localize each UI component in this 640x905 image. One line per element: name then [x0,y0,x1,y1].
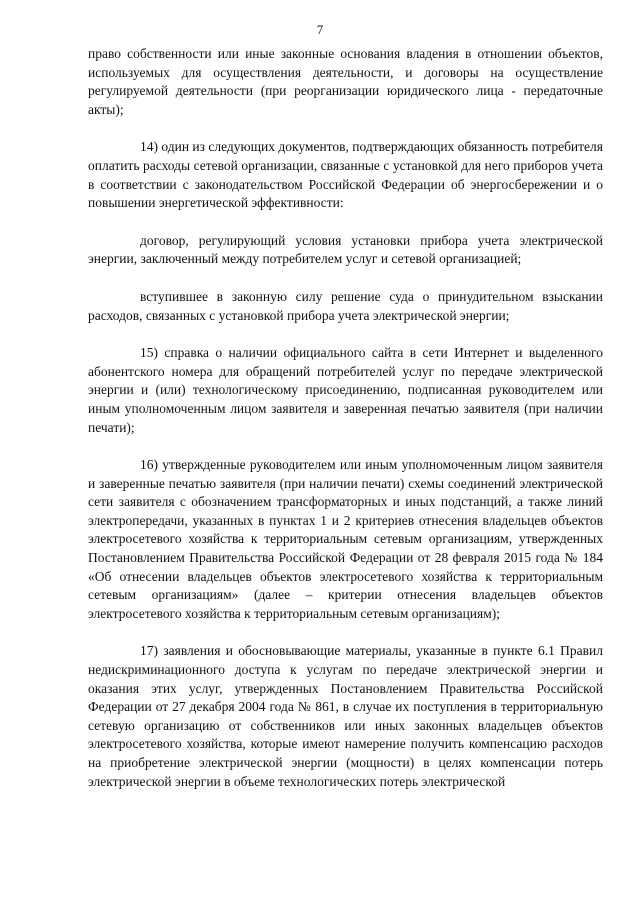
paragraph-item-15: 15) справка о наличии официального сайта в сети Интернет и выделенного абонентского номера для обращений потребителей услуг по передаче электрической энергии и (или) технологическому присоединению, подписанная руководителем или иным уполномоченным лицом заявителя и заверенная печатью заявителя (при наличии печати); [88,345,603,435]
paragraph-contract: договор, регулирующий условия установки прибора учета электрической энергии, заключенный между потребителем услуг и сетевой организацией; [88,232,603,267]
document-body [88,45,603,791]
paragraph-ownership: право собственности или иные законные основания владения в отношении объектов, используемых для осуществления деятельности, и договоры на осуществление регулируемой деятельности (при реорганизации юридического лица - передаточные акты); [88,46,603,117]
paragraph-item-17: 17) заявления и обосновывающие материалы, указанные в пункте 6.1 Правил недискриминационного доступа к услугам по передаче электрической энергии и оказания этих услуг, утвержденных Постановлением Правительства Российской Федерации от 27 декабря 2004 года № 861, в случае их поступления в территориальную сетевую организацию от собственников или иных законных владельцев объектов электросетевого хозяйства, которые имеют намерение получить компенсацию расходов на приобретение электрической энергии (мощности) в целях компенсации потерь электрической энергии в объеме технологических потерь электрической [88,643,603,789]
paragraph-court-decision: вступившее в законную силу решение суда о принудительном взыскании расходов, связанных с установкой прибора учета электрической энергии; [88,288,603,323]
paragraph-item-16: 16) утвержденные руководителем или иным уполномоченным лицом заявителя и заверенные печатью заявителя (при наличии печати) схемы соединений электрической сети заявителя с обозначением трансформаторных и иных подстанций, а также линий электропередачи, указанных в пунктах 1 и 2 критериев отнесения владельцев объектов электросетевого хозяйства к территориальным сетевым организациям, утвержденных Постановлением Правительства Российской Федерации от 28 февраля 2015 года № 184 «Об отнесении владельцев объектов электросетевого хозяйства к территориальным сетевым организациям» (далее – критерии отнесения владельцев объектов электросетевого хозяйства к территориальным сетевым организациям); [88,457,603,621]
page-number: 7 [316,22,324,37]
paragraph-item-14: 14) один из следующих документов, подтверждающих обязанность потребителя оплатить расходы сетевой организации, связанные с установкой для него приборов учета в соответствии с законодательством Российской Федерации об энергосбережении и о повышении энергетической эффективности: [88,139,603,211]
